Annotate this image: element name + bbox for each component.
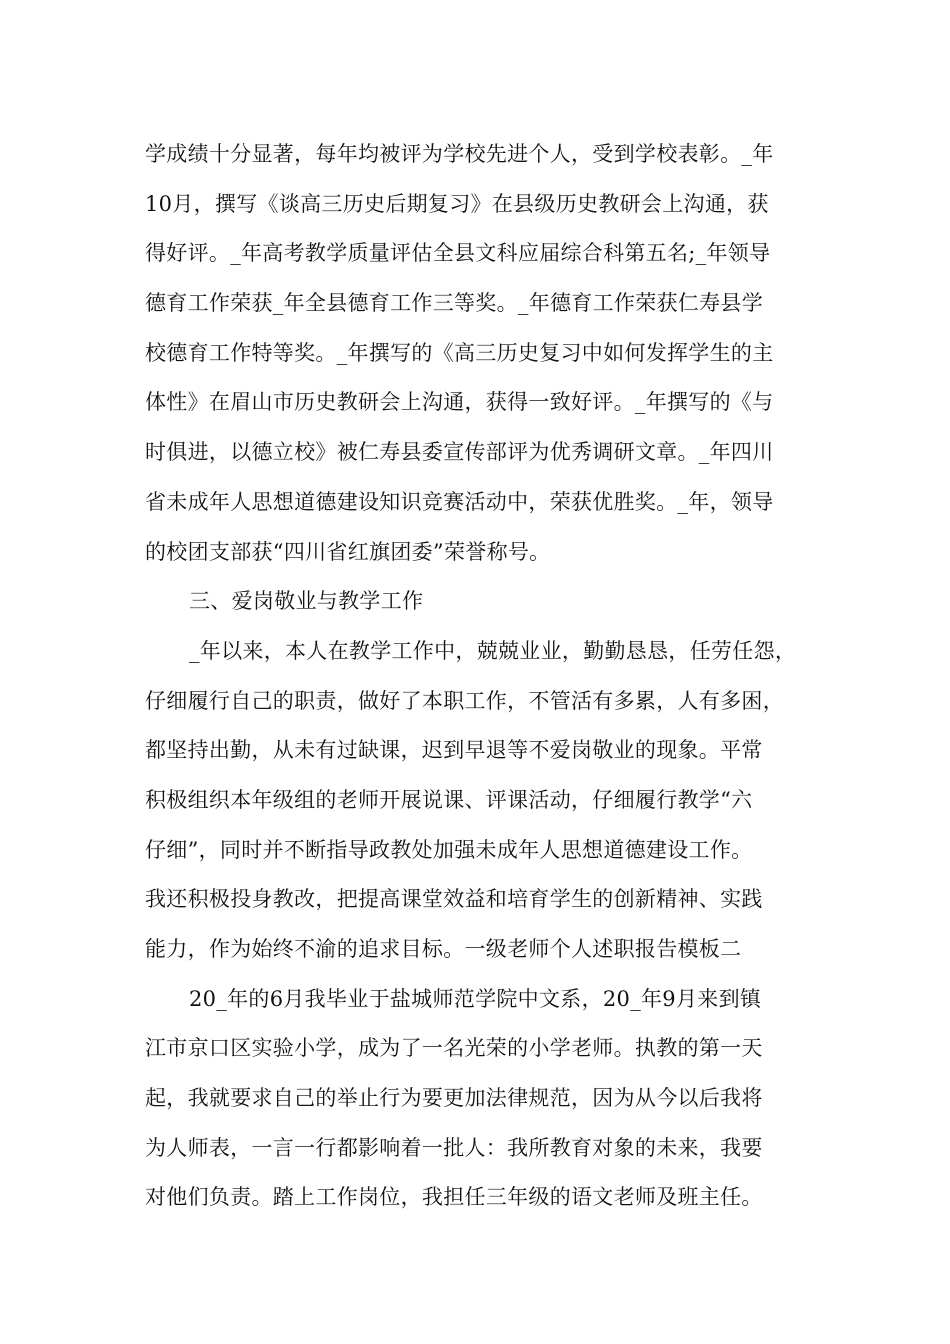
text-line: 的校团支部获“四川省红旗团委”荣誉称号。 — [145, 539, 551, 564]
text-line: 省未成年人思想道德建设知识竞赛活动中，荣获优胜奖。_年，领导 — [145, 489, 774, 514]
text-line: 德育工作荣获_年全县德育工作三等奖。_年德育工作荣获仁寿县学 — [145, 291, 763, 316]
text-line: 校德育工作特等奖。_年撰写的《高三历史复习中如何发挥学生的主 — [145, 340, 774, 365]
text-line: 仔细”，同时并不断指导政教处加强未成年人思想道德建设工作。 — [145, 837, 753, 862]
text-line: 体性》在眉山市历史教研会上沟通，获得一致好评。_年撰写的《与 — [145, 390, 774, 415]
text-line: 为人师表，一言一行都影响着一批人：我所教育对象的未来，我要 — [145, 1135, 763, 1160]
text-line: 学成绩十分显著，每年均被评为学校先进个人，受到学校表彰。_年 — [145, 142, 774, 166]
text-line: 10月，撰写《谈高三历史后期复习》在县级历史教研会上沟通，获 — [145, 191, 769, 216]
text-line: _年以来，本人在教学工作中，兢兢业业，勤勤恳恳，任劳任怨， — [189, 638, 797, 663]
text-line: 时俱进，以德立校》被仁寿县委宣传部评为优秀调研文章。_年四川 — [145, 440, 774, 465]
text-line: 仔细履行自己的职责，做好了本职工作，不管活有多累，人有多困， — [145, 688, 784, 713]
document-body — [145, 130, 825, 1223]
text-line: 得好评。_年高考教学质量评估全县文科应届综合科第五名;_年领导 — [145, 241, 771, 266]
text-line: 能力，作为始终不渝的追求目标。一级老师个人述职报告模板二 — [145, 937, 742, 961]
text-line: 都坚持出勤，从未有过缺课，迟到早退等不爱岗敬业的现象。平常 — [145, 738, 763, 763]
text-line: 我还积极投身教改，把提高课堂效益和培育学生的创新精神、实践 — [145, 887, 763, 912]
section-heading: 三、爱岗敬业与教学工作 — [189, 589, 424, 614]
text-line: 20_年的6月我毕业于盐城师范学院中文系，20_年9月来到镇 — [189, 986, 762, 1011]
text-line: 江市京口区实验小学，成为了一名光荣的小学老师。执教的第一天 — [145, 1036, 763, 1061]
text-line: 起，我就要求自己的举止行为要更加法律规范，因为从今以后我将 — [145, 1086, 763, 1111]
text-line: 对他们负责。踏上工作岗位，我担任三年级的语文老师及班主任。 — [145, 1185, 763, 1210]
text-line: 积极组织本年级组的老师开展说课、评课活动，仔细履行教学“六 — [145, 787, 753, 812]
